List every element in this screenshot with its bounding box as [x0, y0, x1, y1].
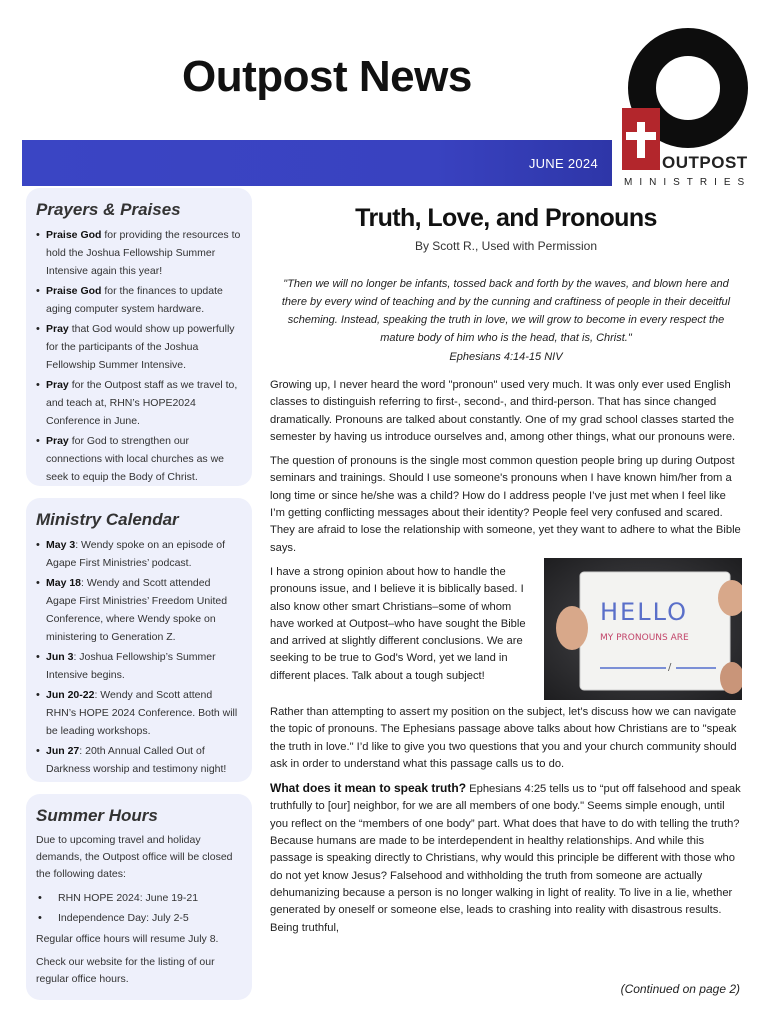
- newsletter-title: Outpost News: [182, 52, 472, 101]
- hours-website-note: Check our website for the listing of our regular office hours.: [36, 956, 215, 985]
- list-item: • Jun 20-22: Wendy and Scott attend RHN’s HOPE 2024 Conference. Both will be leading workshops.: [36, 686, 242, 740]
- logo-subtitle: MINISTRIES: [624, 177, 752, 188]
- hours-heading: Summer Hours: [36, 806, 158, 825]
- article-title: Truth, Love, and Pronouns: [355, 204, 657, 232]
- prayers-heading: Prayers & Praises: [36, 200, 181, 219]
- prayers-list: [36, 226, 242, 486]
- scripture-quote: "Then we will no longer be infants, tossed back and forth by the waves, and blown here and there by every wind of teaching and by the cunning and craftiness of people in their deceitful scheming. Instead, speaking the truth in love, we will grow to become in every respect the mature body of him who is the head, that is, Christ.": [281, 278, 731, 344]
- paragraph-with-photo: [270, 564, 742, 698]
- calendar-heading: Ministry Calendar: [36, 510, 179, 529]
- article-byline: By Scott R., Used with Permission: [414, 239, 598, 253]
- paragraph: Growing up, I never heard the word "pronoun" used very much. It was only ever used English classes to distinguish referring to first-, second-, and third-person. That has since changed dramatically. Pronouns are talked about constantly. One of my grad school classes started the semester by having us introduce ourselves and, among other things, what our pronouns were.: [270, 379, 736, 443]
- closure-dates-list: [36, 889, 242, 927]
- photo-sign-caption: MY PRONOUNS ARE: [600, 632, 689, 643]
- scripture-reference: Ephesians 4:14-15 NIV: [449, 351, 563, 363]
- paragraph: What does it mean to speak truth? Ephesians 4:25 tells us to “put off falsehood and speak truthfully to [our] neighbor, for we are all members of one body." Seems simple enough, until you reflect on the “members of one body” part. What does that have to do with telling the truth? Because humans are made to be interdependent in healthy relationships. And while this passage is speaking directly to Christians, why would this principle be different with those who do not yet know Jesus? Falsehood and withholding the truth from someone are actually dehumanizing because a person is no longer walking in light of reality. To live in a lie, whether generated by oneself or someone else, leads to crashing into reality with disastrous results. Being truthful,: [270, 781, 741, 934]
- section-lead: What does it mean to speak truth?: [270, 781, 467, 796]
- continued-note: (Continued on page 2): [620, 982, 740, 996]
- list-item: • Pray for God to strengthen our connections with local churches as we seek to equip the Body of Christ.: [36, 432, 242, 486]
- header-banner: [22, 140, 612, 186]
- pronouns-sign-photo: [544, 558, 742, 700]
- photo-illustration: [544, 558, 742, 700]
- list-item: • Jun 27: 20th Annual Called Out of Darkness worship and testimony night!: [36, 742, 242, 778]
- calendar-list: [36, 536, 242, 778]
- list-item: • Praise God for the finances to update aging computer system hardware.: [36, 282, 242, 318]
- paragraph: The question of pronouns is the single most common question people bring up during Outpost seminars and trainings. Should I use someone's pronouns when I have known him/her from a long time or since he/she was a child? How do I address people I’ve just met when I feel like I’m getting conflicting messages about their identity? People feel very confused and scared. They are afraid to lose the relationship with someone, yet they want to adhere to what the Bible says.: [270, 455, 741, 554]
- list-item: • Jun 3: Joshua Fellowship’s Summer Intensive begins.: [36, 648, 242, 684]
- list-item: • Praise God for providing the resources to hold the Joshua Fellowship Summer Intensive again this year!: [36, 226, 242, 280]
- list-item: • Independence Day: July 2-5: [36, 909, 242, 927]
- photo-sign-hello: HELLO: [600, 597, 688, 626]
- list-item: • May 18: Wendy and Scott attended Agape First Ministries’ Freedom United Conference, where Wendy spoke on ministering to Generation Z.: [36, 574, 242, 646]
- list-item: • RHN HOPE 2024: June 19-21: [36, 889, 242, 907]
- paragraph: I have a strong opinion about how to handle the pronouns issue, and I believe it is biblically based. I also know other smart Christians–some of whom have worked at Outpost–who have sought the Bible and arrived at slightly different conclusions. We are seeking to be true to God's Word, yet we land in different places. Talk about a tough subject!: [270, 565, 526, 682]
- prayers-panel: [26, 188, 252, 486]
- logo-wordmark: OUTPOST: [662, 153, 748, 172]
- sidebar: [26, 188, 252, 1012]
- paragraph: Rather than attempting to assert my position on the subject, let’s discuss how we can navigate the topic of pronouns. The Ephesians passage above talks about how Christians are to "speak the truth in love." I’d like to give you two questions that you and your church community should ask in order to understand what this passage calls us to do.: [270, 705, 737, 770]
- list-item: • May 3: Wendy spoke on an episode of Agape First Ministries’ podcast.: [36, 536, 242, 572]
- list-item: • Pray that God would show up powerfully for the participants of the Joshua Fellowship Summer Intensive.: [36, 320, 242, 374]
- list-item: • Pray for the Outpost staff as we travel to, and teach at, RHN’s HOPE2024 Conference in June.: [36, 376, 242, 430]
- hours-resume: Regular office hours will resume July 8.: [36, 933, 219, 945]
- article: [270, 204, 742, 944]
- photo-sign-slash: /: [668, 661, 672, 673]
- hours-panel: [26, 794, 252, 1000]
- hours-intro: Due to upcoming travel and holiday demands, the Outpost office will be closed the following dates:: [36, 834, 233, 880]
- calendar-panel: [26, 498, 252, 782]
- issue-date: JUNE 2024: [528, 156, 598, 171]
